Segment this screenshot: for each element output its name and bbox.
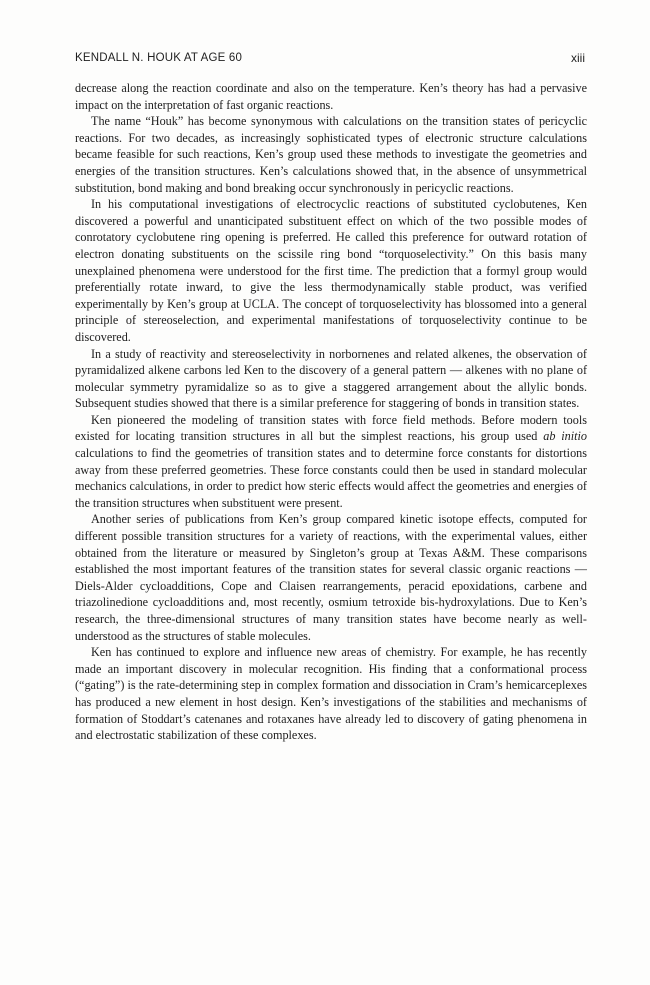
page-number: xiii: [571, 51, 585, 65]
paragraph-force-field-part-1: Ken pioneered the modeling of transition states with force field methods. Before modern tools existed for locating transition structures in all but the simplest reactions, his group used: [75, 412, 587, 444]
paragraph-torquoselectivity: In his computational investigations of electrocyclic reactions of substituted cyclobutenes, Ken discovered a powerful and unanticipated substituent effect on which of the two possible modes of conrotatory cyclobutene ring opening is preferred. He called this preference for outward rotation of electron donating substituents on the scissile ring bond “torquoselectivity.” On this basis many unexplained phenomena were understood for the first time. The prediction that a formyl group would preferentially rotate inward, to give the less thermodynamically stable product, was verified experimentally by Ken’s group at UCLA. The concept of torquoselectivity has blossomed into a general principle of stereoselection, and experimental manifestations of torquoselectivity continue to be discovered.: [75, 197, 587, 344]
paragraph-isotope-effects: Another series of publications from Ken’s group compared kinetic isotope effects, computed for different possible transition structures for a variety of reactions, with the experimental values, either obtained from the literature or measured by Singleton’s group at Texas A&M. These comparisons established the most important features of the transition states for several classic organic reactions — Diels-Alder cycloadditions, Cope and Claisen rearrangements, peracid epoxidations, carbene and triazolinedione cycloadditions and, most recently, osmium tetroxide bis-hydroxylations. Due to Ken’s research, the three-dimensional structures of many transition states have become nearly as well-understood as the structures of stable molecules.: [75, 512, 587, 643]
paragraph-force-field: [75, 412, 587, 512]
paragraph-force-field-part-2: calculations to find the geometries of transition states and to determine force constants for distortions away from these preferred geometries. These force constants could then be used in standard molecular mechanics calculations, in order to predict how steric effects would affect the geometries and energies of the transition structures when substituent were present.: [75, 446, 587, 510]
paragraph-houk-name: The name “Houk” has become synonymous with calculations on the transition states of pericyclic reactions. For two decades, as increasingly sophisticated types of electronic structure calculations became feasible for such reactions, Ken’s group used these methods to investigate the geometries and energies of the transition structures. Ken’s calculations showed that, in the absence of unsymmetrical substitution, bond making and bond breaking occur synchronously in pericyclic reactions.: [75, 114, 587, 195]
paragraph-continuation: decrease along the reaction coordinate and also on the temperature. Ken’s theory has had a pervasive impact on the interpretation of fast organic reactions.: [75, 81, 587, 112]
running-head: [75, 52, 585, 68]
paragraph-new-areas: Ken has continued to explore and influence new areas of chemistry. For example, he has recently made an important discovery in molecular recognition. His finding that a conformational process (“gating”) is the rate-determining step in complex formation and dissociation in Cram’s hemicarceplexes has produced a new element in host design. Ken’s investigations of the stabilities and mechanisms of formation of Stoddart’s catenanes and rotaxanes have already led to discovery of gating phenomena in and electrostatic stabilization of these complexes.: [75, 645, 587, 743]
italic-ab-initio: ab initio: [543, 429, 587, 444]
paragraph-pyramidalization: In a study of reactivity and stereoselectivity in norbornenes and related alkenes, the observation of pyramidalized alkene carbons led Ken to the discovery of a general pattern — alkenes with no plane of molecular symmetry pyramidalize so as to give a staggered arrangement about the allylic bonds. Subsequent studies showed that there is a similar preference for staggering of bonds in transition states.: [75, 346, 587, 411]
running-title: KENDALL N. HOUK AT AGE 60: [75, 52, 243, 64]
body-text: [75, 80, 587, 744]
